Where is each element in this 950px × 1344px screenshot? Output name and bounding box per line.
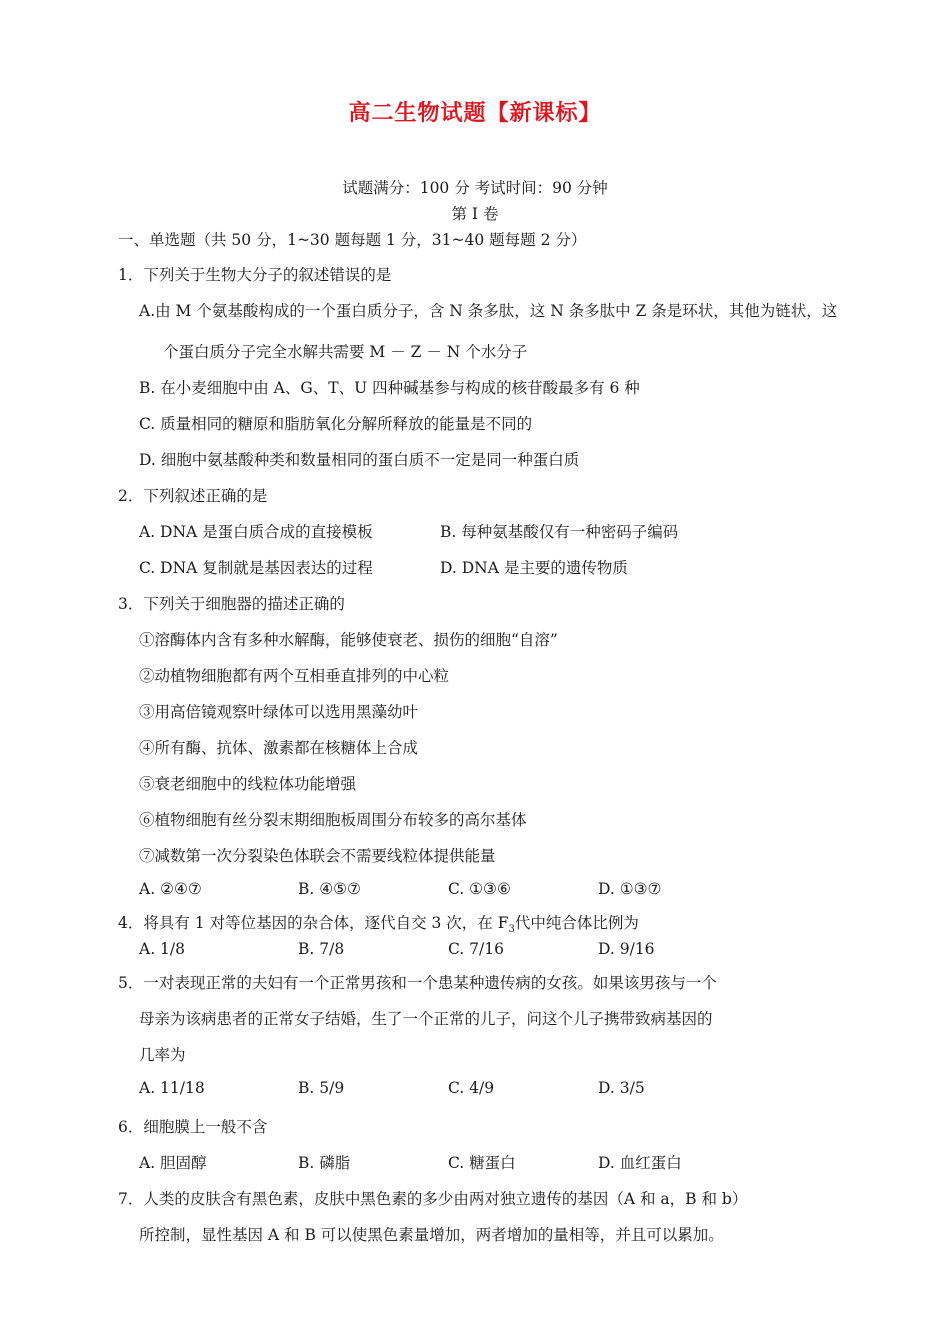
question-3-option-d: D. ①③⑦ xyxy=(598,880,662,898)
question-6-option-a: A. 胆固醇 xyxy=(139,1154,207,1172)
question-2-option-a: A. DNA 是蛋白质合成的直接模板 xyxy=(139,523,373,541)
question-1-option-c: C. 质量相同的糖原和脂肪氧化分解所释放的能量是不同的 xyxy=(139,415,533,433)
question-3-item-1: ①溶酶体内含有多种水解酶，能够使衰老、损伤的细胞“自溶” xyxy=(139,631,558,649)
question-3-item-7: ⑦减数第一次分裂染色体联会不需要线粒体提供能量 xyxy=(139,847,496,865)
question-2-stem: 2．下列叙述正确的是 xyxy=(118,487,268,505)
question-6-option-d: D. 血红蛋白 xyxy=(598,1154,682,1172)
question-4-stem xyxy=(118,911,639,935)
question-4-option-d: D. 9/16 xyxy=(598,940,655,958)
question-4-stem-before: 4．将具有 1 对等位基因的杂合体，逐代自交 3 次，在 F xyxy=(118,914,509,932)
question-5-stem-line-1: 5．一对表现正常的夫妇有一个正常男孩和一个患某种遗传病的女孩。如果该男孩与一个 xyxy=(118,974,717,992)
question-4-option-a: A. 1/8 xyxy=(139,940,185,958)
question-2-option-b: B. 每种氨基酸仅有一种密码子编码 xyxy=(440,523,679,541)
exam-info: 试题满分：100 分 考试时间：90 分钟 xyxy=(342,179,608,197)
question-3-option-a: A. ②④⑦ xyxy=(139,880,202,898)
question-4-stem-subscript: 3 xyxy=(508,924,515,936)
question-4-stem-after: 代中纯合体比例为 xyxy=(514,914,639,932)
page-title: 高二生物试题【新课标】 xyxy=(348,100,602,126)
question-3-item-4: ④所有酶、抗体、激素都在核糖体上合成 xyxy=(139,739,419,757)
question-5-option-d: D. 3/5 xyxy=(598,1079,645,1097)
question-2-option-d: D. DNA 是主要的遗传物质 xyxy=(440,559,628,577)
question-5-option-b: B. 5/9 xyxy=(298,1079,345,1097)
question-5-option-a: A. 11/18 xyxy=(139,1079,205,1097)
question-7-stem-line-2: 所控制，显性基因 A 和 B 可以使黑色素量增加，两者增加的量相等，并且可以累加。 xyxy=(139,1226,724,1244)
question-1-option-d: D. 细胞中氨基酸种类和数量相同的蛋白质不一定是同一种蛋白质 xyxy=(139,451,580,469)
question-5-stem-line-3: 几率为 xyxy=(139,1046,186,1064)
question-6-option-c: C. 糖蛋白 xyxy=(448,1154,516,1172)
question-6-option-b: B. 磷脂 xyxy=(298,1154,351,1172)
question-3-option-b: B. ④⑤⑦ xyxy=(298,880,361,898)
question-3-stem: 3．下列关于细胞器的描述正确的 xyxy=(118,595,345,613)
question-3-item-6: ⑥植物细胞有丝分裂末期细胞板周围分布较多的高尔基体 xyxy=(139,811,527,829)
question-1-option-a: A.由 M 个氨基酸构成的一个蛋白质分子，含 N 条多肽，这 N 条多肽中 Z 条是环状，其他为链状，这 xyxy=(139,302,838,320)
question-6-stem: 6．细胞膜上一般不含 xyxy=(118,1118,268,1136)
question-3-option-c: C. ①③⑥ xyxy=(448,880,511,898)
question-2-option-c: C. DNA 复制就是基因表达的过程 xyxy=(139,559,373,577)
question-1-option-a-cont: 个蛋白质分子完全水解共需要 M － Z － N 个水分子 xyxy=(163,343,528,361)
question-4-option-c: C. 7/16 xyxy=(448,940,504,958)
question-1-stem: 1．下列关于生物大分子的叙述错误的是 xyxy=(118,266,392,284)
question-7-stem-line-1: 7．人类的皮肤含有黑色素，皮肤中黑色素的多少由两对独立遗传的基因（A 和 a，B 和 b） xyxy=(118,1190,748,1208)
question-3-item-2: ②动植物细胞都有两个互相垂直排列的中心粒 xyxy=(139,667,450,685)
question-1-option-b: B. 在小麦细胞中由 A、G、T、U 四种碱基参与构成的核苷酸最多有 6 种 xyxy=(139,379,640,397)
question-4-option-b: B. 7/8 xyxy=(298,940,345,958)
question-3-item-3: ③用高倍镜观察叶绿体可以选用黑藻幼叶 xyxy=(139,703,419,721)
question-5-stem-line-2: 母亲为该病患者的正常女子结婚，生了一个正常的儿子，问这个儿子携带致病基因的 xyxy=(139,1010,713,1028)
section-heading: 一、单选题（共 50 分，1~30 题每题 1 分，31~40 题每题 2 分） xyxy=(118,231,587,249)
volume-label: 第 I 卷 xyxy=(451,205,499,223)
question-3-item-5: ⑤衰老细胞中的线粒体功能增强 xyxy=(139,775,357,793)
question-5-option-c: C. 4/9 xyxy=(448,1079,495,1097)
